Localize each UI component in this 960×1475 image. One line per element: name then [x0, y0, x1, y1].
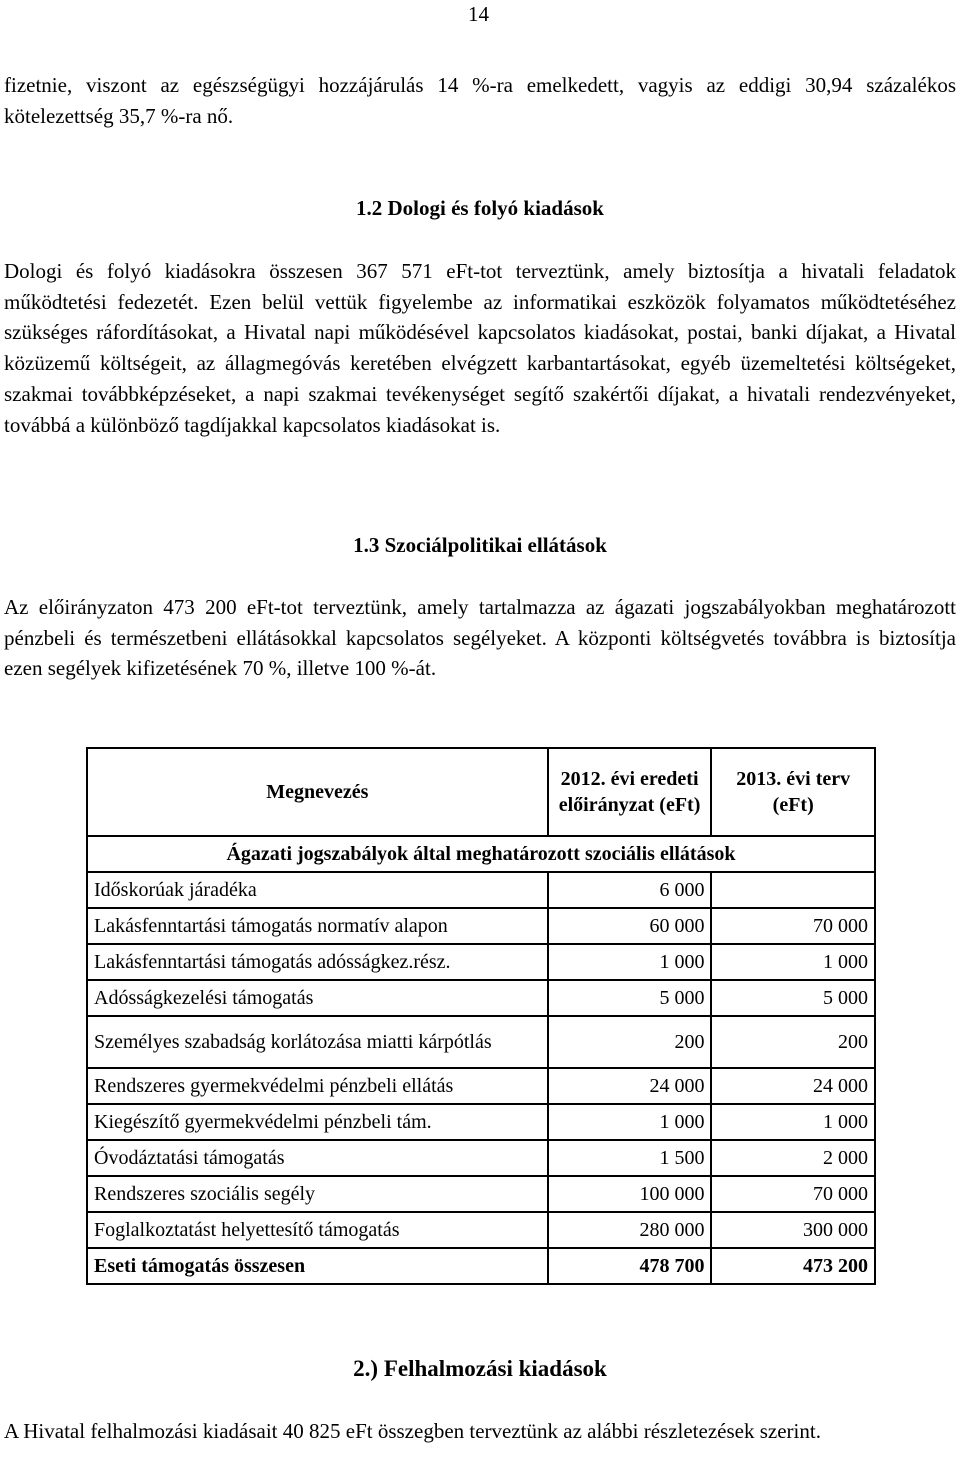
row-name: Rendszeres gyermekvédelmi pénzbeli ellátás — [87, 1068, 548, 1104]
row-2012: 1 000 — [548, 944, 712, 980]
table-row — [87, 1068, 875, 1104]
row-name: Lakásfenntartási támogatás normatív alapon — [87, 908, 548, 944]
row-name: Adósságkezelési támogatás — [87, 980, 548, 1016]
intro-paragraph: fizetnie, viszont az egészségügyi hozzájárulás 14 %-ra emelkedett, vagyis az eddigi 30,94 százalékos kötelezettség 35,7 %-ra nő. — [4, 73, 956, 128]
section-1-3-body: Az előirányzaton 473 200 eFt-tot terveztünk, amely tartalmazza az ágazati jogszabályokban meghatározott pénzbeli és természetbeni ellátásokkal kapcsolatos segélyeket. A központi költségvetés továbbra is biztosítja ezen segélyek kifizetésének 70 %, illetve 100 %-át. — [4, 595, 956, 681]
row-2012: 280 000 — [548, 1212, 712, 1248]
row-name: Foglalkoztatást helyettesítő támogatás — [87, 1212, 548, 1248]
section-2-body: A Hivatal felhalmozási kiadásait 40 825 eFt összegben terveztünk az alábbi részletezések szerint. — [4, 1419, 821, 1443]
row-2012: 6 000 — [548, 872, 712, 908]
table-subheading: Ágazati jogszabályok által meghatározott szociális ellátások — [87, 836, 875, 872]
table-row — [87, 872, 875, 908]
table-total-row — [87, 1248, 875, 1284]
row-2012: 24 000 — [548, 1068, 712, 1104]
social-allowances-table — [86, 747, 876, 1285]
row-2012: 1 500 — [548, 1140, 712, 1176]
total-2013: 473 200 — [711, 1248, 875, 1284]
row-2013: 70 000 — [711, 908, 875, 944]
row-2013: 300 000 — [711, 1212, 875, 1248]
row-2013 — [711, 872, 875, 908]
table-row — [87, 1016, 875, 1068]
header-2013: 2013. évi terv (eFt) — [711, 748, 875, 836]
row-name: Lakásfenntartási támogatás adósságkez.rész. — [87, 944, 548, 980]
row-name: Óvodáztatási támogatás — [87, 1140, 548, 1176]
table-row — [87, 1140, 875, 1176]
row-name: Rendszeres szociális segély — [87, 1176, 548, 1212]
row-2012: 1 000 — [548, 1104, 712, 1140]
row-2013: 1 000 — [711, 1104, 875, 1140]
row-2013: 24 000 — [711, 1068, 875, 1104]
table-header-row — [87, 748, 875, 836]
row-2012: 60 000 — [548, 908, 712, 944]
row-2013: 200 — [711, 1016, 875, 1068]
section-1-2-body: Dologi és folyó kiadásokra összesen 367 571 eFt-tot terveztünk, amely biztosítja a hivatali feladatok működtetési fedezetét. Ezen belül vettük figyelembe az informatikai eszközök folyamatos működtetéséhez szükséges ráfordításokat, a Hivatal napi működésével kapcsolatos kiadásokat, postai, banki díjakat, a Hivatal közüzemű költségeit, az állagmegóvás keretében elvégzett karbantartásokat, egyéb üzemeltetési költségeket, szakmai továbbképzéseket, a napi szakmai tevékenységet segítő szakértői díjakat, a hivatali rendezvényeket, továbbá a különböző tagdíjakkal kapcsolatos kiadásokat is. — [4, 259, 956, 437]
table-subheading-row — [87, 836, 875, 872]
row-2012: 5 000 — [548, 980, 712, 1016]
total-name: Eseti támogatás összesen — [87, 1248, 548, 1284]
total-2012: 478 700 — [548, 1248, 712, 1284]
row-2013: 2 000 — [711, 1140, 875, 1176]
row-2012: 200 — [548, 1016, 712, 1068]
row-name: Kiegészítő gyermekvédelmi pénzbeli tám. — [87, 1104, 548, 1140]
section-2-heading: 2.) Felhalmozási kiadások — [353, 1356, 607, 1381]
row-2012: 100 000 — [548, 1176, 712, 1212]
header-name: Megnevezés — [87, 748, 548, 836]
section-1-3-heading: 1.3 Szociálpolitikai ellátások — [353, 533, 607, 557]
row-name: Személyes szabadság korlátozása miatti kárpótlás — [87, 1016, 548, 1068]
table-row — [87, 980, 875, 1016]
header-2012: 2012. évi eredeti előirányzat (eFt) — [548, 748, 712, 836]
table-row — [87, 944, 875, 980]
section-1-2-heading: 1.2 Dologi és folyó kiadások — [356, 196, 604, 220]
row-2013: 70 000 — [711, 1176, 875, 1212]
table-body — [87, 872, 875, 1248]
table-row — [87, 1212, 875, 1248]
row-2013: 1 000 — [711, 944, 875, 980]
page-number: 14 — [468, 2, 489, 26]
table-row — [87, 1176, 875, 1212]
row-2013: 5 000 — [711, 980, 875, 1016]
row-name: Időskorúak járadéka — [87, 872, 548, 908]
table-row — [87, 908, 875, 944]
table-row — [87, 1104, 875, 1140]
